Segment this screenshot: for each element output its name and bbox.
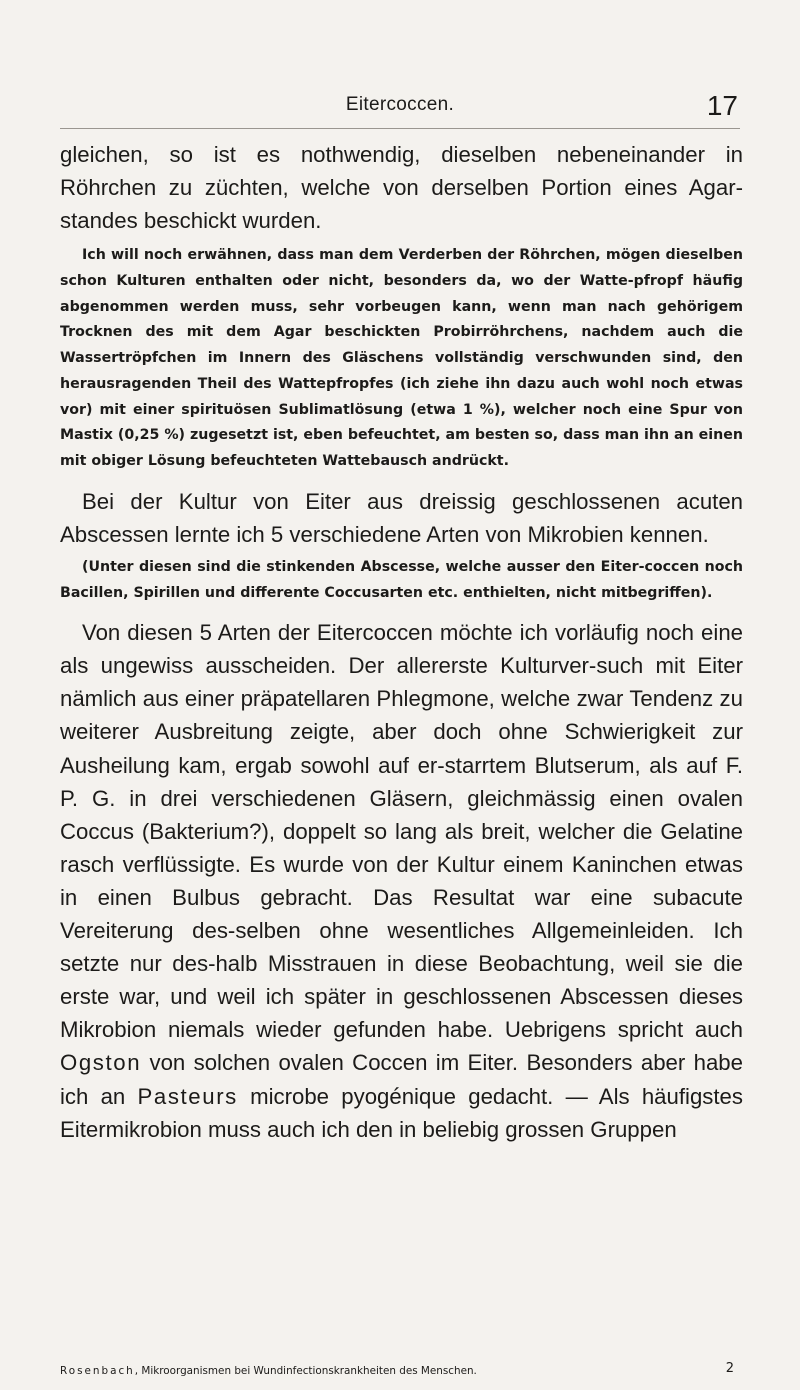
author-name-pasteur: Pasteurs	[137, 1083, 238, 1109]
sheet-number: 2	[725, 1361, 734, 1376]
page-footer	[60, 1361, 740, 1381]
page-body	[60, 138, 743, 1146]
paragraph-kultur-eiter: Bei der Kultur von Eiter aus dreissig geschlossenen acuten Abscessen lernte ich 5 verschiedene Arten von Mikrobien kennen.	[60, 488, 743, 547]
page-number: 17	[706, 90, 738, 121]
text-segment: Von diesen 5 Arten der Eitercoccen möchte ich vorläufig noch eine als ungewiss ausscheiden. Der allererste Kulturver-such mit Eiter nämlich aus einer präpatellaren Phlegmone, welche zwar Tendenz zu weiterer Ausbreitung zeigte, aber doch ohne Schwierigkeit zur Ausheilung kam, ergab sowohl auf er-starrtem Blutserum, als auf F. P. G. in drei verschiedenen Gläsern, gleichmässig einen ovalen Coccus (Bakterium?), doppelt so lang als breit, welcher die Gelatine rasch verflüssigte. Es wurde von der Kultur einem Kaninchen etwas in einen Bulbus gebracht. Das Resultat war eine subacute Vereiterung des-selben ohne wesentliches Allgemeinleiden. Ich setzte nur des-halb Misstrauen in diese Beobachtung, weil sie die erste war, und weil ich später in geschlossenen Abscessen dieses Mikrobion niemals wieder gefunden habe. Uebrigens spricht auch	[60, 620, 743, 1043]
footer-author: Rosenbach	[60, 1365, 135, 1377]
paragraph-eitercoccen	[60, 616, 743, 1146]
text-segment: von solchen ovalen Coccen im Eiter. Besonders aber habe ich an	[60, 1050, 743, 1109]
paragraph-continuation: gleichen, so ist es nothwendig, dieselben nebeneinander in Röhrchen zu züchten, welche von derselben Portion eines Agar-standes beschickt wurden.	[60, 142, 743, 234]
paragraph-note-watte: Ich will noch erwähnen, dass man dem Verderben der Röhrchen, mögen dieselben schon Kulturen enthalten oder nicht, besonders da, wo der Watte-pfropf häufig abgenommen werden muss, sehr vorbeugen kann, wenn man nach gehörigem Trocknen des mit dem Agar beschickten Probirröhrchens, nachdem auch die Wassertröpfchen im Innern des Gläschens vollständig verschwunden sind, den herausragenden Theil des Wattepfropfes (ich ziehe ihn dazu auch wohl noch etwas vor) mit einer spirituösen Sublimatlösung (etwa 1 %), welcher noch eine Spur von Mastix (0,25 %) zugesetzt ist, eben befeuchtet, am besten so, dass man ihn an einen mit obiger Lösung befeuchteten Wattebausch andrückt.	[60, 247, 743, 469]
page-header	[60, 92, 740, 129]
running-title: Eitercoccen.	[345, 94, 455, 115]
text-segment: microbe pyogénique gedacht. — Als häufigstes Eitermikrobion muss auch ich den in beliebig grossen Gruppen	[60, 1083, 743, 1142]
footer-title: , Mikroorganismen bei Wundinfectionskrankheiten des Menschen.	[134, 1365, 477, 1377]
author-name-ogston: Ogston	[60, 1050, 142, 1076]
paragraph-note-abscesse: (Unter diesen sind die stinkenden Abscesse, welche ausser den Eiter-coccen noch Bacillen, Spirillen und differente Coccusarten etc. enthielten, nicht mitbegriffen).	[60, 558, 743, 601]
